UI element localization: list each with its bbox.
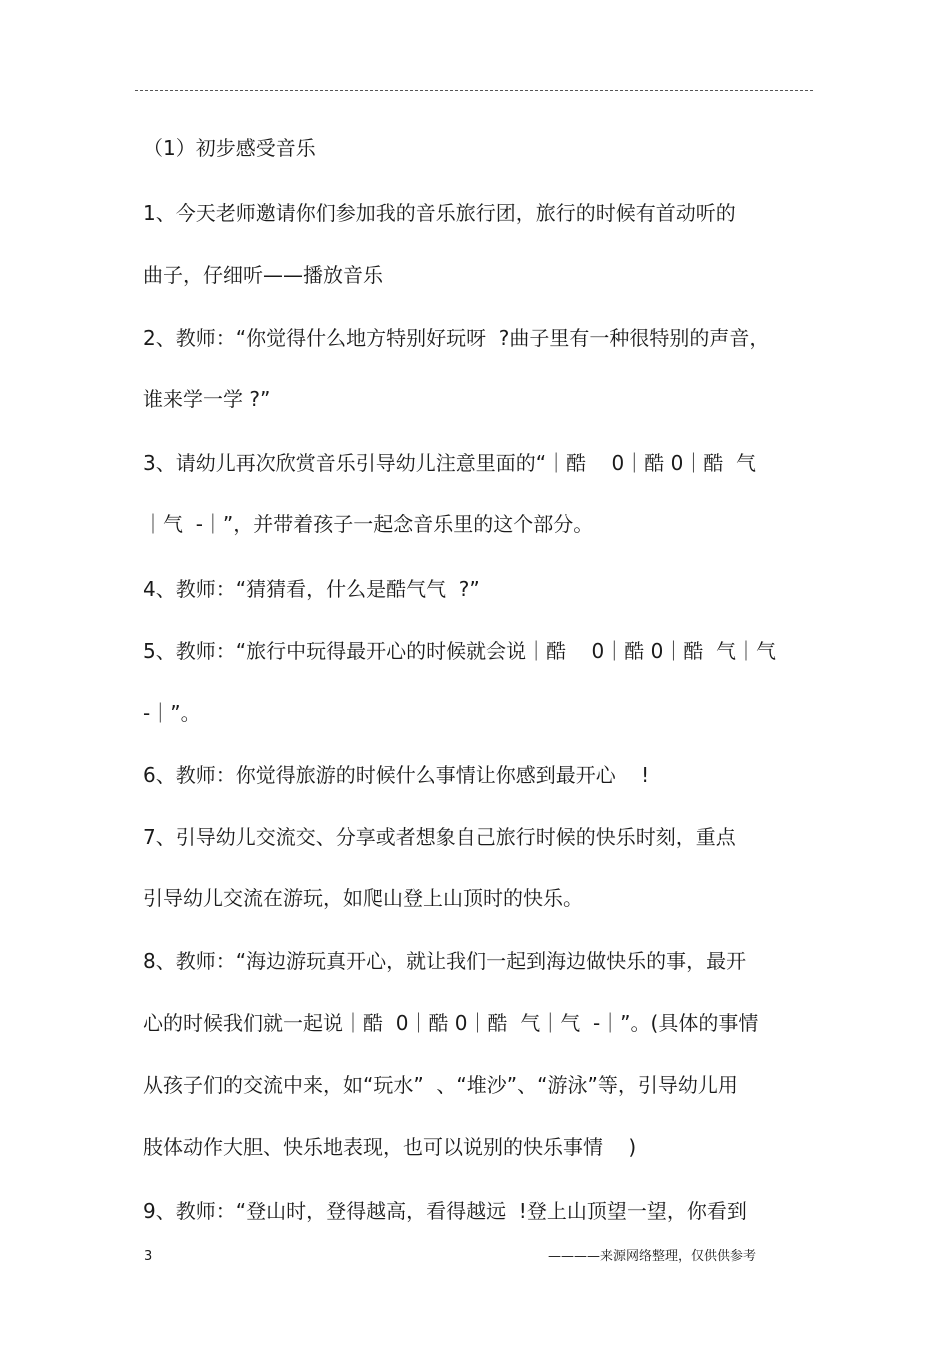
paragraph-line: 谁来学一学 ?” xyxy=(143,387,271,411)
header-dashed-rule xyxy=(135,90,813,91)
paragraph-line: 从孩子们的交流中来，如“玩水” 、“堆沙”、“游泳”等，引导幼儿用 xyxy=(143,1073,738,1097)
paragraph-line: 9、教师：“登山时，登得越高，看得越远 !登上山顶望一望，你看到 xyxy=(143,1199,747,1223)
paragraph-line: 8、教师：“海边游玩真开心，就让我们一起到海边做快乐的事，最开 xyxy=(143,949,747,973)
paragraph-line: 心的时候我们就一起说｜酷 0｜酷 0｜酷 气｜气 -｜”。(具体的事情 xyxy=(143,1011,759,1035)
paragraph-line: 2、教师：“你觉得什么地方特别好玩呀 ?曲子里有一种很特别的声音， xyxy=(143,326,770,350)
paragraph-line: 曲子，仔细听——播放音乐 xyxy=(143,263,383,287)
footer-source-note: ————来源网络整理，仅供供参考 xyxy=(548,1249,757,1264)
paragraph-line: 6、教师：你觉得旅游的时候什么事情让你感到最开心 ! xyxy=(143,763,650,787)
paragraph-line: 5、教师：“旅行中玩得最开心的时候就会说｜酷 0｜酷 0｜酷 气｜气 xyxy=(143,639,777,663)
paragraph-line: 肢体动作大胆、快乐地表现，也可以说别的快乐事情 ) xyxy=(143,1135,637,1159)
section-heading: （1）初步感受音乐 xyxy=(143,136,316,160)
paragraph-line: ｜气 -｜”，并带着孩子一起念音乐里的这个部分。 xyxy=(143,512,594,536)
paragraph-line: 4、教师：“猜猜看，什么是酷气气 ?” xyxy=(143,577,480,601)
paragraph-line: 7、引导幼儿交流交、分享或者想象自己旅行时候的快乐时刻，重点 xyxy=(143,825,736,849)
paragraph-line: -｜”。 xyxy=(143,701,201,725)
page-number: 3 xyxy=(144,1249,153,1264)
paragraph-line: 1、今天老师邀请你们参加我的音乐旅行团，旅行的时候有首动听的 xyxy=(143,201,736,225)
paragraph-line: 3、请幼儿再次欣赏音乐引导幼儿注意里面的“｜酷 0｜酷 0｜酷 气 xyxy=(143,451,757,475)
paragraph-line: 引导幼儿交流在游玩，如爬山登上山顶时的快乐。 xyxy=(143,886,583,910)
